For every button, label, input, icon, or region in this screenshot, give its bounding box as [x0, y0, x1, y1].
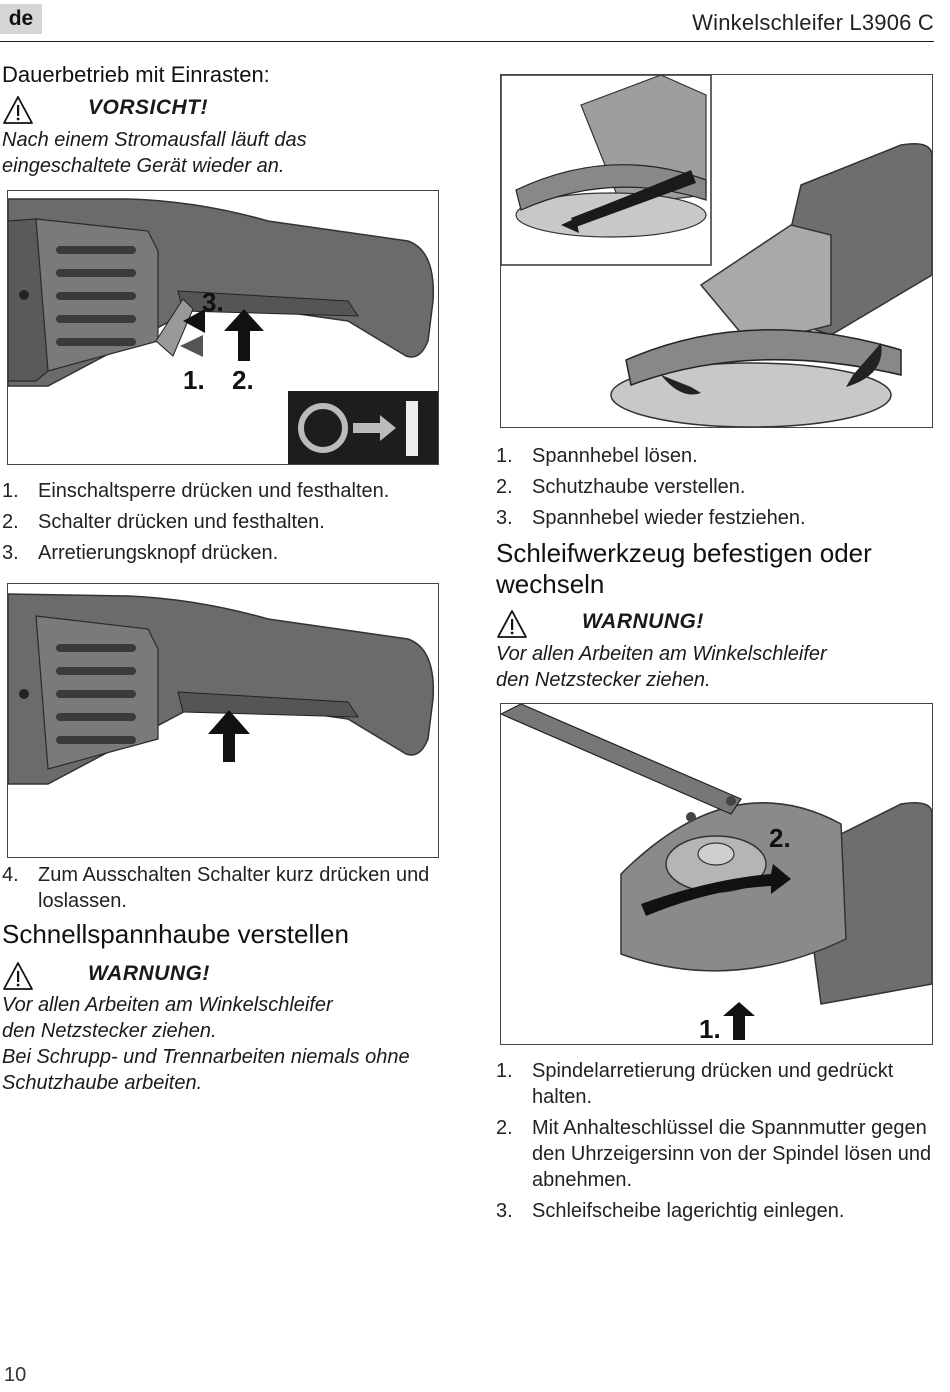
warning-label: WARNUNG! [88, 962, 210, 985]
switch-off-figure [7, 583, 439, 858]
list-item: 4. Zum Ausschalten Schalter kurz drücken und loslassen. [2, 864, 430, 912]
tool-change-heading: Schleifwerkzeug befestigen oder wechseln [496, 538, 872, 599]
list-item: 2. Schutzhaube verstellen. [496, 476, 746, 498]
tool-change-figure [500, 703, 933, 1045]
guard-warning-notice [2, 961, 422, 991]
page-number: 10 [4, 1364, 27, 1386]
guard-adjust-steps [496, 443, 936, 536]
document-title: Winkelschleifer L3906 C [692, 10, 934, 35]
guard-adjust-figure [500, 74, 933, 428]
warning-triangle-icon [496, 609, 528, 639]
warning-label: WARNUNG! [582, 610, 704, 633]
continuous-operation-heading: Dauerbetrieb mit Einrasten: [2, 62, 270, 87]
list-item: 3. Spannhebel wieder festziehen. [496, 507, 806, 529]
caution-label: VORSICHT! [88, 96, 208, 119]
list-item: 3. Schleifscheibe lagerichtig einlegen. [496, 1200, 845, 1222]
guard-adjust-heading: Schnellspannhaube verstellen [2, 919, 349, 949]
language-badge: de [0, 4, 42, 34]
tool-warning-notice [496, 609, 916, 639]
list-item: 2. Schalter drücken und festhalten. [2, 511, 325, 533]
switch-off-steps [2, 862, 442, 919]
callout-1: 1. [699, 1014, 721, 1044]
switch-on-figure [7, 190, 439, 465]
caution-notice [2, 95, 422, 125]
list-item: 3. Arretierungsknopf drücken. [2, 542, 279, 564]
switch-on-steps [2, 478, 442, 571]
list-item: 1. Spannhebel lösen. [496, 445, 698, 467]
callout-3: 3. [202, 287, 224, 317]
header-divider [0, 41, 934, 42]
callout-2: 2. [232, 365, 254, 395]
guard-warning-text: Vor allen Arbeiten am Winkelschleifer den Netzstecker ziehen. Bei Schrupp- und Trennarbeiten niemals ohne Schutzhaube arbeiten. [2, 994, 410, 1094]
callout-1: 1. [183, 365, 205, 395]
tool-warning-text: Vor allen Arbeiten am Winkelschleifer den Netzstecker ziehen. [496, 643, 827, 691]
warning-triangle-icon [2, 961, 34, 991]
list-item: 1. Einschaltsperre drücken und festhalten. [2, 480, 390, 502]
list-item: 2. Mit Anhalteschlüssel die Spannmutter gegen den Uhrzeigersinn von der Spindel lösen und abnehmen. [496, 1117, 932, 1191]
caution-text: Nach einem Stromausfall läuft das eingeschaltete Gerät wieder an. [2, 129, 307, 177]
tool-change-steps [496, 1058, 936, 1229]
list-item: 1. Spindelarretierung drücken und gedrückt halten. [496, 1060, 894, 1108]
callout-2: 2. [769, 823, 791, 853]
warning-triangle-icon [2, 95, 34, 125]
